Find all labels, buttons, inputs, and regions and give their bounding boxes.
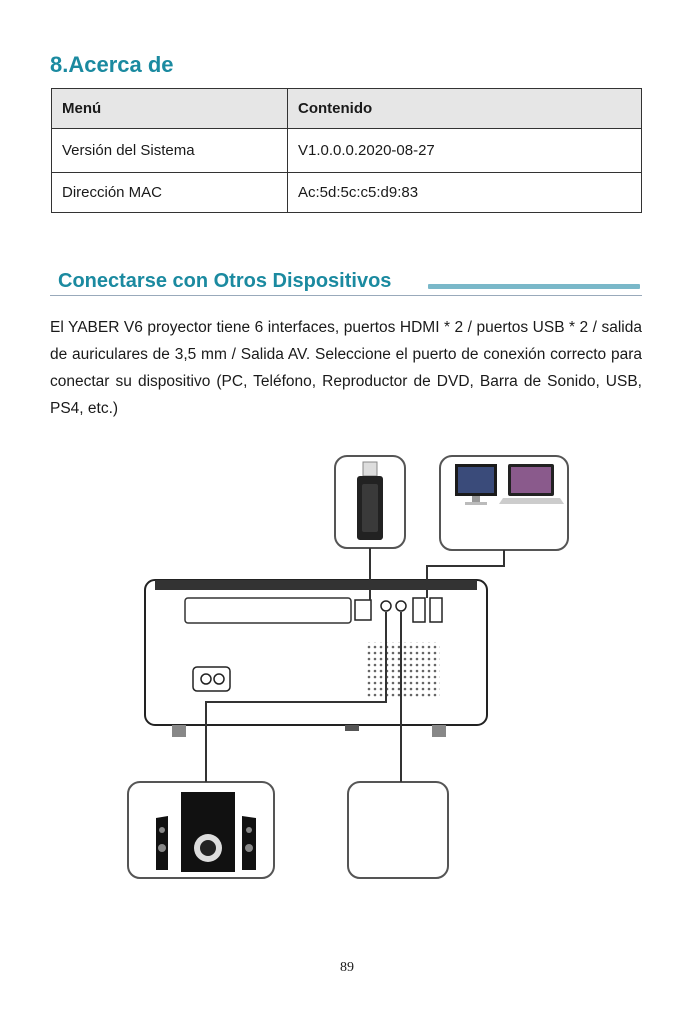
about-table	[51, 88, 642, 213]
section-title-about: 8.Acerca de	[50, 52, 174, 77]
table-row	[52, 129, 642, 173]
connection-diagram	[0, 440, 694, 890]
header-menu: Menú	[52, 89, 288, 129]
connect-paragraph: El YABER V6 proyector tiene 6 interfaces, puertos HDMI * 2 / puertos USB * 2 / salida de auriculares de 3,5 mm / Salida AV. Seleccione el puerto de conexión correcto para conectar su dispositivo (PC, Teléfono, Reproductor de DVD, Barra de Sonido, USB, PS4, etc.)	[50, 319, 642, 417]
usb-drive-box	[335, 456, 405, 548]
heading-decor-bar	[428, 284, 640, 289]
section-title-connect: Conectarse con Otros Dispositivos	[58, 270, 392, 292]
header-content: Contenido	[288, 89, 642, 129]
row-label: Versión del Sistema	[52, 129, 288, 173]
projector-illustration	[145, 580, 487, 737]
heading-underline	[50, 295, 642, 296]
table-header-row	[52, 89, 642, 129]
row-label: Dirección MAC	[52, 173, 288, 213]
page-number: 89	[340, 960, 354, 975]
row-value: V1.0.0.0.2020-08-27	[288, 129, 642, 173]
speakers-box	[128, 782, 274, 878]
computer-box	[440, 456, 568, 550]
av-device-box	[348, 782, 448, 878]
table-row	[52, 173, 642, 213]
row-value: Ac:5d:5c:c5:d9:83	[288, 173, 642, 213]
